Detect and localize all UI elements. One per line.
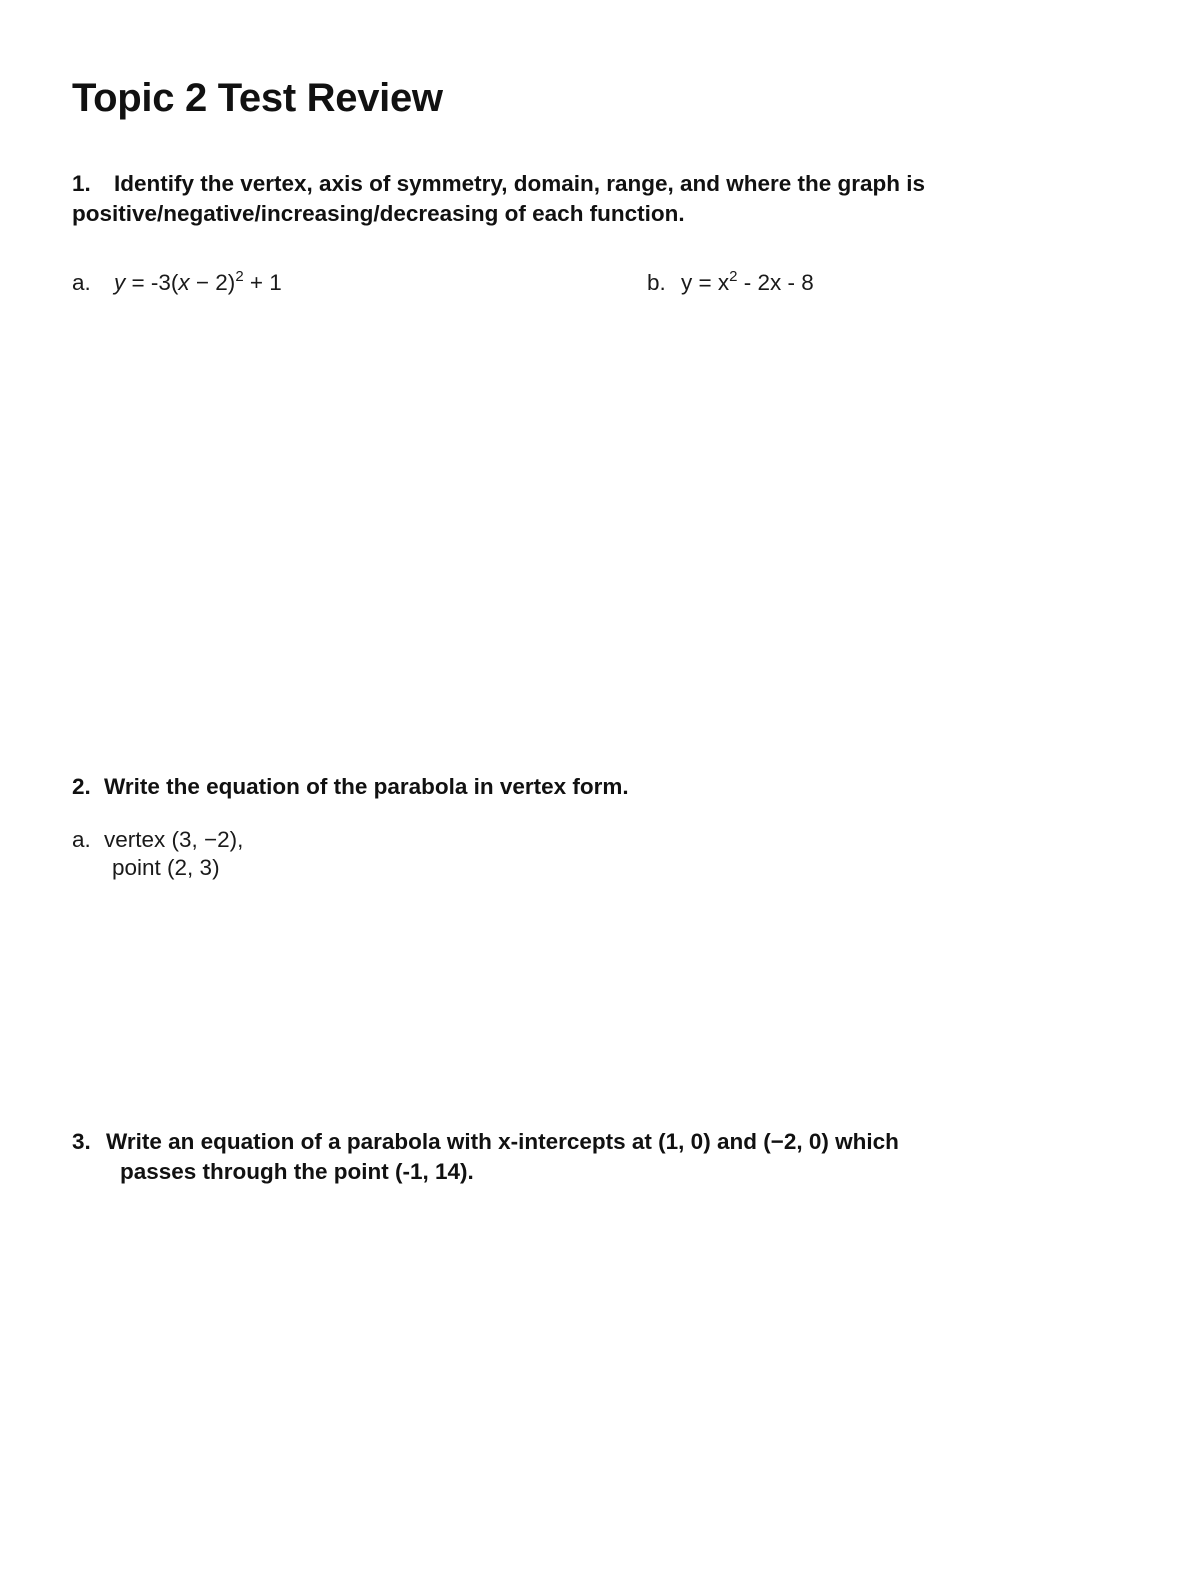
question-2-part-a [72,825,243,855]
eq-tail: - 2x - 8 [737,270,814,295]
question-2 [72,772,629,802]
question-1-part-b [647,268,814,298]
part-a-label: a. [72,827,91,852]
question-1-part-a [72,268,282,298]
question-3-prompt-line2: passes through the point (-1, 14). [120,1159,474,1184]
part-a-line1: vertex (3, −2), [104,827,244,852]
question-2-part-a-line2: point (2, 3) [112,855,220,880]
question-2-number: 2. [72,774,91,799]
question-1-prompt-line2: positive/negative/increasing/decreasing of each function. [72,201,685,226]
question-3-number: 3. [72,1129,91,1154]
part-b-equation [681,270,814,295]
page-title: Topic 2 Test Review [72,76,443,120]
eq-tail: + 1 [243,270,282,295]
eq-exponent: 2 [235,268,244,285]
question-1-prompt-line1: Identify the vertex, axis of symmetry, domain, range, and where the graph is [114,171,926,196]
part-a-label: a. [72,270,91,295]
eq-var-y: y [114,270,126,295]
part-a-equation [114,270,282,295]
question-3-prompt-line1: Write an equation of a parabola with x-intercepts at (1, 0) and (−2, 0) which [106,1129,899,1154]
question-3 [72,1127,1072,1157]
part-b-label: b. [647,270,666,295]
eq-head: y = x [681,270,730,295]
question-1 [72,169,1072,229]
eq-exponent: 2 [729,268,738,285]
eq-mid: = -3( [125,270,179,295]
question-1-line1 [72,169,1072,199]
question-1-number: 1. [72,171,91,196]
question-2-prompt: Write the equation of the parabola in vertex form. [104,774,629,799]
eq-var-x: x [178,270,190,295]
eq-inner: − 2) [189,270,236,295]
